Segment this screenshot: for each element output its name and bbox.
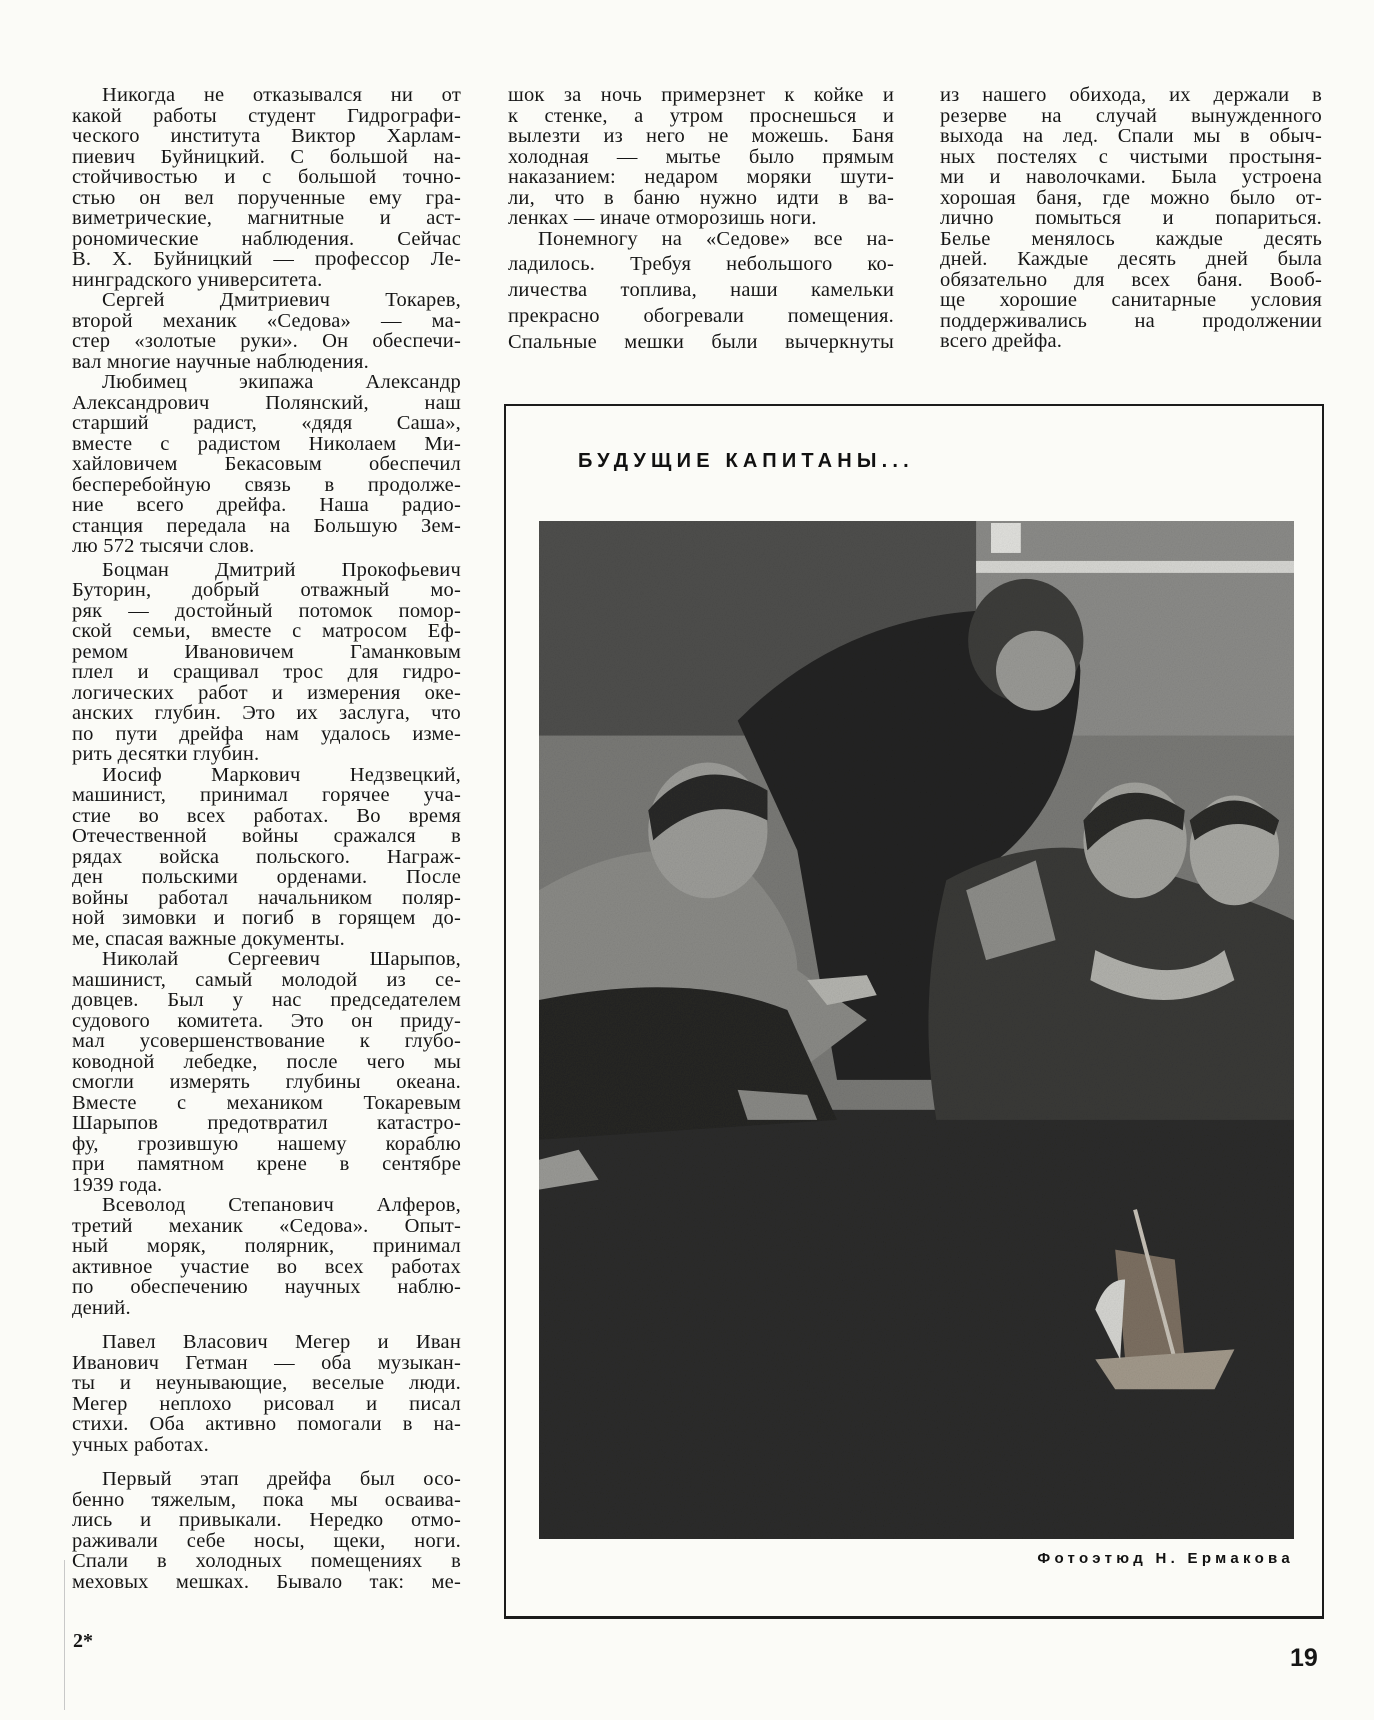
- text-line: наказанием: недаром моряки шути-: [508, 166, 894, 188]
- text-line: Спальные мешки были вычеркнуты: [508, 331, 894, 354]
- article-paragraph: [72, 560, 461, 765]
- text-line: ряк — достойный потомок помор-: [72, 599, 461, 622]
- text-line: ладилось. Требуя небольшого ко-: [508, 253, 894, 276]
- text-line: Мегер неплохо рисовал и писал: [72, 1392, 461, 1415]
- text-line: Отечественной войны сражался в: [72, 825, 461, 847]
- text-line: Павел Власович Мегер и Иван: [102, 1331, 461, 1353]
- text-line: обязательно для всех баня. Вооб-: [940, 268, 1322, 291]
- text-line: ты и неунывающие, веселые люди.: [72, 1372, 461, 1394]
- text-line: Буторин, добрый отважный мо-: [72, 579, 461, 601]
- text-line: стихи. Оба активно помогали в на-: [72, 1413, 461, 1435]
- text-line: бесперебойную связь в продолже-: [72, 473, 461, 496]
- text-line: меховых мешках. Бывало так: ме-: [72, 1570, 461, 1593]
- text-line: лично помыться и попариться.: [940, 207, 1322, 229]
- text-line: Всеволод Степанович Алферов,: [102, 1194, 461, 1216]
- article-paragraph: [72, 1469, 461, 1592]
- text-line: старший радист, «дядя Саша»,: [72, 412, 461, 434]
- text-line: Шарыпов предотвратил катастро-: [72, 1112, 461, 1134]
- text-line: машинист, принимал горячее уча-: [72, 784, 461, 806]
- text-line: Николай Сергеевич Шарыпов,: [102, 948, 461, 970]
- text-line: довцев. Был у нас председателем: [72, 989, 461, 1011]
- text-line: из нашего обихода, их держали в: [940, 84, 1322, 106]
- text-line: войны работал начальником поляр-: [72, 886, 461, 909]
- text-line: стью он вел порученные ему гра-: [72, 186, 461, 209]
- text-line: стие во всех работах. Во время: [72, 804, 461, 827]
- text-line: лись и привыкали. Нередко отмо-: [72, 1509, 461, 1531]
- text-line: учных работах.: [72, 1433, 209, 1456]
- text-line: ческого института Виктор Харлам-: [72, 125, 461, 147]
- text-line: шок за ночь примерзнет к койке и: [508, 84, 894, 106]
- text-line: смогли измерять глубины океана.: [72, 1071, 461, 1093]
- text-line: по обеспечению научных наблю-: [72, 1276, 461, 1298]
- text-line: дней. Каждые десять дней была: [940, 248, 1322, 270]
- article-column-middle: [508, 85, 894, 353]
- text-line: третий механик «Седова». Опыт-: [72, 1214, 461, 1237]
- text-line: хорошая баня, где можно было от-: [940, 186, 1322, 209]
- text-line: Спали в холодных помещениях в: [72, 1550, 461, 1572]
- text-line: ных постелях с чистыми простыня-: [940, 145, 1322, 168]
- margin-rule: [64, 1560, 65, 1710]
- article-paragraph: [72, 85, 461, 290]
- article-column-left: [72, 85, 461, 1592]
- text-line: станция передала на Большую Зем-: [72, 514, 461, 537]
- article-paragraph: [72, 765, 461, 950]
- text-line: ми и наволочками. Была устроена: [940, 166, 1322, 188]
- photo-boys-with-toy-boat: [539, 521, 1294, 1539]
- text-line: Понемногу на «Седове» все на-: [538, 227, 894, 250]
- text-line: Боцман Дмитрий Прокофьевич: [102, 558, 461, 581]
- text-line: второй механик «Седова» — ма-: [72, 309, 461, 332]
- text-line: хайловичем Бекасовым обеспечил: [72, 453, 461, 475]
- text-line: ленках — иначе отморозишь ноги.: [508, 207, 817, 229]
- text-line: Иванович Гетман — оба музыкан-: [72, 1351, 461, 1374]
- text-line: бенно тяжелым, пока мы осваива-: [72, 1488, 461, 1511]
- text-line: Александрович Полянский, наш: [72, 391, 461, 414]
- text-line: нинградского университета.: [72, 268, 323, 291]
- text-line: рядах войска польского. Награж-: [72, 845, 461, 868]
- text-line: рономические наблюдения. Сейчас: [72, 227, 461, 250]
- article-paragraph: [508, 85, 894, 229]
- text-line: раживали себе носы, щеки, ноги.: [72, 1529, 461, 1552]
- text-line: ден польскими орденами. После: [72, 866, 461, 888]
- text-line: логических работ и измерения оке-: [72, 681, 461, 704]
- text-line: ще хорошие санитарные условия: [940, 289, 1322, 311]
- text-line: к стенке, а утром проснешься и: [508, 104, 894, 127]
- text-line: фу, грозившую нашему кораблю: [72, 1132, 461, 1155]
- text-line: 1939 года.: [72, 1173, 163, 1196]
- article-paragraph: [72, 1195, 461, 1318]
- text-line: ководной лебедке, после чего мы: [72, 1050, 461, 1073]
- text-line: анских глубин. Это их заслуга, что: [72, 702, 461, 724]
- text-line: ли, что в баню нужно идти в ва-: [508, 186, 894, 209]
- text-line: машинист, самый молодой из се-: [72, 968, 461, 991]
- text-line: поддерживались на продолжении: [940, 309, 1322, 332]
- text-line: дений.: [72, 1296, 131, 1319]
- text-line: при памятном крене в сентябре: [72, 1153, 461, 1175]
- text-line: плел и сращивал трос для гидро-: [72, 661, 461, 683]
- text-line: Белье менялось каждые десять: [940, 227, 1322, 250]
- text-line: ной зимовки и погиб в горящем до-: [72, 907, 461, 929]
- article-paragraph: [940, 85, 1322, 352]
- text-line: выхода на лед. Спали мы в обыч-: [940, 125, 1322, 147]
- text-line: стер «золотые руки». Он обеспечи-: [72, 330, 461, 352]
- text-line: Иосиф Маркович Недзвецкий,: [102, 763, 461, 786]
- text-line: ный моряк, полярник, принимал: [72, 1235, 461, 1257]
- article-column-right: [940, 85, 1322, 352]
- text-line: ремом Ивановичем Гаманковым: [72, 640, 461, 663]
- article-paragraph: [508, 229, 894, 353]
- page-number: 19: [1290, 1644, 1318, 1672]
- text-line: всего дрейфа.: [940, 330, 1063, 352]
- text-line: прекрасно обогревали помещения.: [508, 305, 894, 328]
- text-line: вместе с радистом Николаем Ми-: [72, 432, 461, 455]
- photo-caption: Фотоэтюд Н. Ермакова: [1037, 1550, 1294, 1567]
- photo-title: БУДУЩИЕ КАПИТАНЫ...: [578, 450, 914, 472]
- text-line: вылезти из него не можешь. Баня: [508, 125, 894, 147]
- text-line: рить десятки глубин.: [72, 743, 260, 765]
- text-line: какой работы студент Гидрографи-: [72, 104, 461, 127]
- text-line: Никогда не отказывался ни от: [102, 84, 461, 106]
- text-line: ме, спасая важные документы.: [72, 927, 345, 950]
- text-line: стойчивостью и с большой точно-: [72, 166, 461, 188]
- text-line: резерве на случай вынужденного: [940, 104, 1322, 127]
- photo-image: [539, 521, 1294, 1539]
- text-line: виметрические, магнитные и аст-: [72, 207, 461, 229]
- text-line: Первый этап дрейфа был осо-: [102, 1468, 461, 1490]
- text-line: Вместе с механиком Токаревым: [72, 1091, 461, 1114]
- text-line: пиевич Буйницкий. С большой на-: [72, 145, 461, 168]
- article-paragraph: [72, 1332, 461, 1455]
- text-line: ние всего дрейфа. Наша радио-: [72, 494, 461, 516]
- text-line: холодная — мытье было прямым: [508, 145, 894, 168]
- text-line: Любимец экипажа Александр: [102, 371, 461, 393]
- text-line: по пути дрейфа нам удалось изме-: [72, 722, 461, 745]
- signature-mark: 2*: [73, 1630, 93, 1652]
- text-line: мал усовершенствование к глубо-: [72, 1030, 461, 1052]
- text-line: судового комитета. Это он приду-: [72, 1009, 461, 1032]
- text-line: вал многие научные наблюдения.: [72, 350, 369, 373]
- text-line: личества топлива, наши камельки: [508, 279, 894, 302]
- text-line: В. Х. Буйницкий — профессор Ле-: [72, 248, 461, 270]
- article-paragraph: [72, 949, 461, 1195]
- text-line: Сергей Дмитриевич Токарев,: [102, 289, 461, 311]
- text-line: активное участие во всех работах: [72, 1255, 461, 1278]
- text-line: лю 572 тысячи слов.: [72, 535, 255, 557]
- article-paragraph: [72, 290, 461, 372]
- article-paragraph: [72, 372, 461, 557]
- text-line: ской семьи, вместе с матросом Еф-: [72, 620, 461, 642]
